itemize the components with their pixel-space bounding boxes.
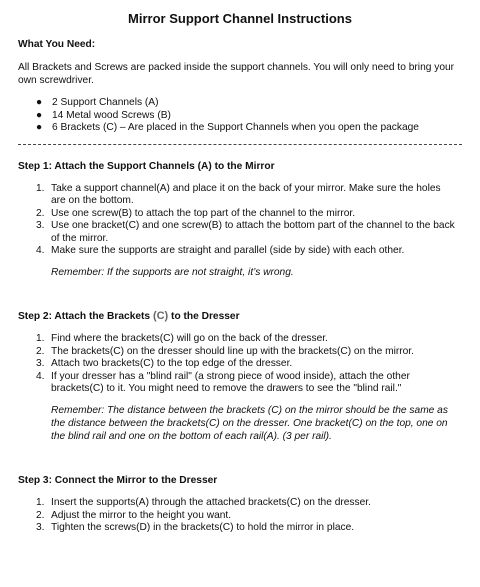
list-number: 1. xyxy=(36,182,45,194)
list-number: 3. xyxy=(36,522,45,534)
step-2-remember-note: Remember: The distance between the brackets (C) on the mirror should be the same as the distance between the brackets(C) on the dresser. One bracket(C) on the top, one on the blind rail and one on the bottom of each rail(A). (3 per rail). xyxy=(51,405,448,443)
list-item xyxy=(36,522,462,535)
list-item xyxy=(36,220,462,245)
step-1-remember-note: Remember: If the supports are not straight, it’s wrong. xyxy=(51,267,294,279)
list-item-text: The brackets(C) on the dresser should line up with the brackets(C) on the mirror. xyxy=(51,345,414,357)
list-item-text: 6 Brackets (C) – Are placed in the Support Channels when you open the package xyxy=(52,122,419,133)
list-item-text: Insert the supports(A) through the attached brackets(C) on the dresser. xyxy=(51,497,371,509)
step-2-heading-highlight: (C) xyxy=(152,310,169,323)
list-item-text: Use one bracket(C) and one screw(B) to attach the bottom part of the channel to the back of the mirror. xyxy=(51,220,455,244)
step-2-heading xyxy=(18,310,462,323)
step-2-heading-suffix: to the Dresser xyxy=(168,311,240,323)
list-number: 4. xyxy=(36,245,45,257)
list-number: 3. xyxy=(36,220,45,232)
list-item-text: Attach two brackets(C) to the top edge of the dresser. xyxy=(51,358,293,370)
step-3-heading: Step 3: Connect the Mirror to the Dresser xyxy=(18,475,218,487)
document-title: Mirror Support Channel Instructions xyxy=(128,11,352,26)
bullet-icon: ● xyxy=(36,109,43,121)
bullet-icon: ● xyxy=(36,97,43,108)
list-item xyxy=(36,358,462,371)
list-item-text: Adjust the mirror to the height you want. xyxy=(51,509,232,521)
list-item xyxy=(36,497,462,510)
list-item-text: Make sure the supports are straight and parallel (side by side) with each other. xyxy=(51,245,405,257)
list-item xyxy=(36,371,462,396)
list-number: 2. xyxy=(36,345,45,357)
list-item-text: If your dresser has a "blind rail" (a strong piece of wood inside), attach the other brackets(C) to it. You might need to remove the drawers to see the "blind rail." xyxy=(51,370,410,395)
list-number: 2. xyxy=(36,509,45,521)
step-2-heading-prefix: Step 2: Attach the Brackets xyxy=(18,311,153,323)
what-you-need-heading: What You Need: xyxy=(18,39,96,50)
list-item xyxy=(36,333,462,346)
step-1-heading: Step 1: Attach the Support Channels (A) to the Mirror xyxy=(18,160,275,172)
list-item xyxy=(36,510,462,523)
list-item xyxy=(36,245,462,258)
list-item-text: Take a support channel(A) and place it on the back of your mirror. Make sure the holes are on the bottom. xyxy=(51,182,441,207)
list-item xyxy=(36,346,462,359)
parts-list xyxy=(18,97,462,135)
list-number: 4. xyxy=(36,370,45,382)
list-number: 1. xyxy=(36,333,45,345)
list-number: 1. xyxy=(36,497,45,509)
dashed-divider xyxy=(18,139,462,151)
list-item xyxy=(36,110,462,123)
step-3-list xyxy=(18,497,462,535)
list-item-text: 14 Metal wood Screws (B) xyxy=(52,109,171,121)
list-item-text: Tighten the screws(D) in the brackets(C) to hold the mirror in place. xyxy=(51,522,355,534)
step-1-list xyxy=(18,183,462,259)
list-item-text: 2 Support Channels (A) xyxy=(52,97,159,108)
step-2-list xyxy=(18,333,462,396)
list-item-text: Use one screw(B) to attach the top part of the channel to the mirror. xyxy=(51,207,356,219)
list-item xyxy=(36,183,462,208)
list-item xyxy=(36,122,462,135)
list-item-text: Find where the brackets(C) will go on the back of the dresser. xyxy=(51,333,328,345)
list-number: 3. xyxy=(36,358,45,370)
list-item xyxy=(36,97,462,110)
list-number: 2. xyxy=(36,207,45,219)
list-item xyxy=(36,208,462,221)
bullet-icon: ● xyxy=(36,122,43,133)
what-you-need-intro: All Brackets and Screws are packed inside the support channels. You will only need to bring your own screwdriver. xyxy=(18,62,455,86)
